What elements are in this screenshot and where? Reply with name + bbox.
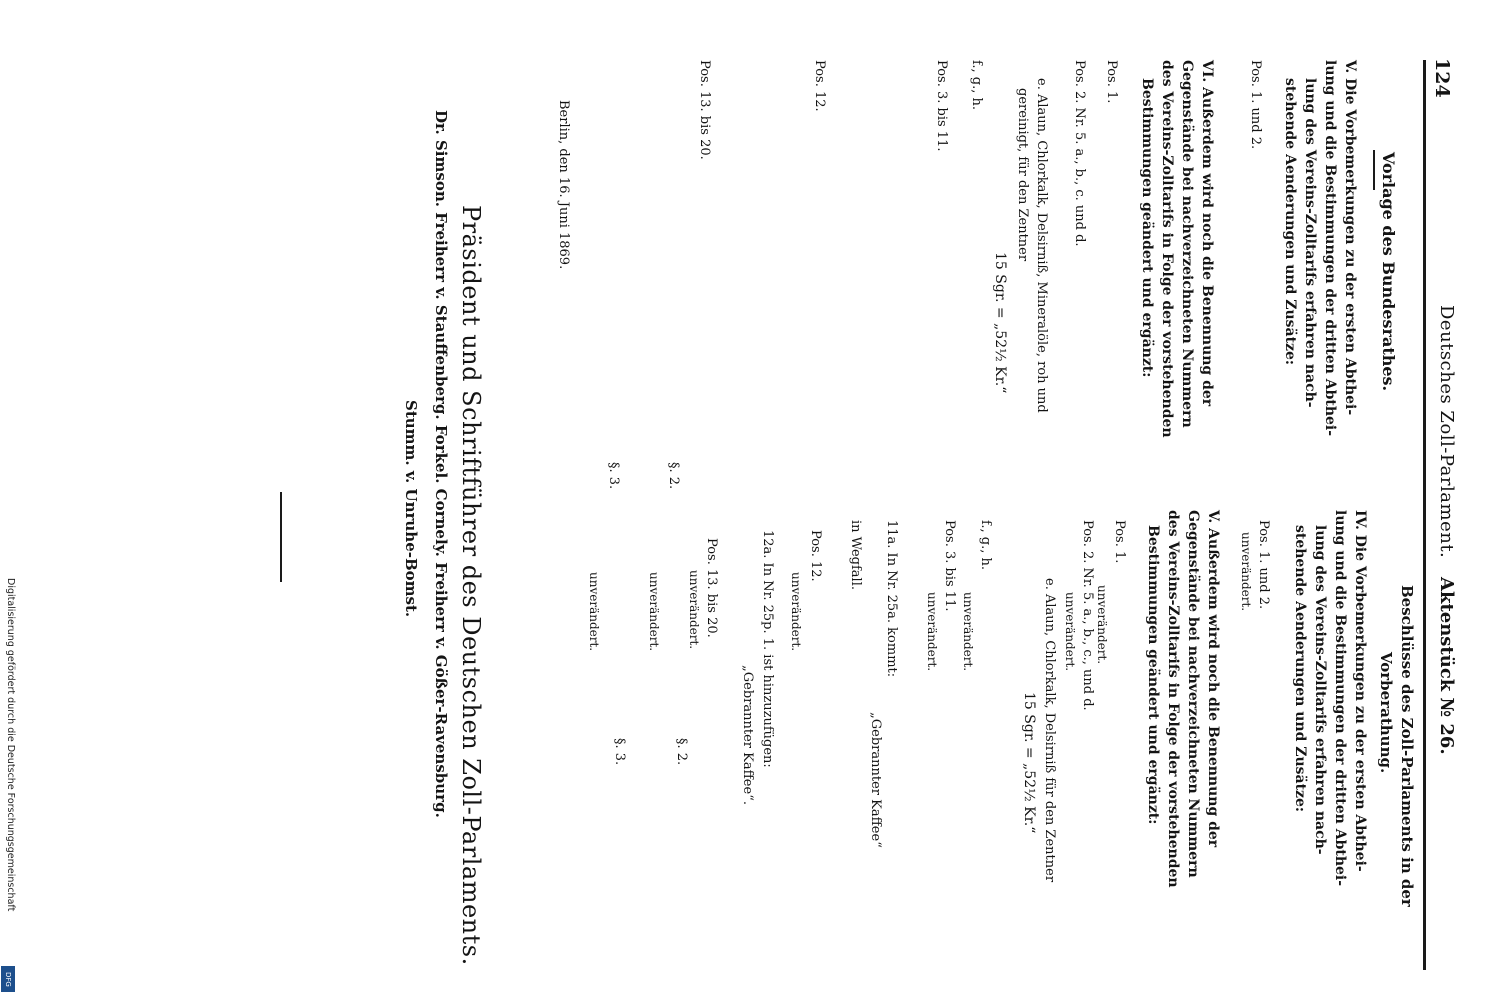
right-pos-13-20: Pos. 13. bis 20. — [704, 538, 719, 638]
left-section-v-line-3: lung des Vereins-Zolltarifs erfahren nach- — [1302, 78, 1318, 408]
left-section-vi-line-1: VI. Außerdem wird noch die Benennung der — [1199, 60, 1215, 407]
running-title: Deutsches Zoll-Parlament. — [1436, 305, 1457, 559]
left-pos-1-2: Pos. 1. und 2. — [1248, 60, 1263, 150]
right-pos-2: Pos. 2. Nr. 5. a., b., c., und d. — [1080, 520, 1095, 711]
left-price: 15 Sgr. = „52½ Kr.“ — [992, 252, 1008, 394]
right-in-wegfall: in Wegfall. — [848, 520, 863, 590]
date-line: Berlin, den 16. Juni 1869. — [556, 100, 571, 270]
right-item-11a: 11a. In Nr. 25a. kommt: — [884, 520, 899, 678]
left-pos-1: Pos. 1. — [1104, 60, 1119, 104]
right-paragraph-3-unchanged: unverändert. — [587, 572, 601, 652]
right-pos-12-unchanged: unverändert. — [789, 572, 803, 652]
dfg-logo: DFG — [1, 966, 15, 992]
right-pos-13-20-unchanged: unverändert. — [687, 570, 701, 650]
right-pos-3-11: Pos. 3. bis 11. — [942, 520, 957, 612]
signature-line-1: Dr. Simson. Freiherr v. Stauffenberg. Forkel. Cornely. Freiherr v. Gößer-Ravensburg. — [432, 110, 450, 818]
header-rule — [1423, 60, 1426, 970]
right-section-v-line-2: Gegenstände bei nachverzeichneten Nummern — [1185, 510, 1201, 878]
left-paragraph-2: §. 2. — [666, 462, 681, 490]
right-f-g-h: f., g., h. — [978, 520, 993, 570]
right-pos-1-2: Pos. 1. und 2. — [1256, 520, 1271, 610]
right-pos-1-unchanged: unverändert. — [1095, 585, 1109, 665]
right-f-g-h-unchanged: unverändert. — [961, 592, 975, 672]
right-paragraph-2-unchanged: unverändert. — [647, 572, 661, 652]
left-section-vi-line-4: Bestimmungen geändert und ergänzt: — [1139, 78, 1155, 378]
right-price: 15 Sgr. = „52½ Kr.“ — [1021, 692, 1037, 834]
left-paragraph-3: §. 3. — [606, 462, 621, 490]
left-section-vi-line-2: Gegenstände bei nachverzeichneten Nummern — [1179, 60, 1195, 428]
right-pos-1-2-unchanged: unverändert. — [1239, 532, 1253, 612]
left-section-v-line-4: stehende Aenderungen und Zusätze: — [1282, 78, 1298, 366]
left-section-v-line-2: lung und die Bestimmungen der dritten Abthei- — [1322, 60, 1338, 437]
left-pos-2: Pos. 2. Nr. 5. a., b., c. und d. — [1072, 60, 1087, 247]
right-section-iv-line-4: stehende Aenderungen und Zusätze: — [1292, 525, 1308, 813]
left-item-e-line-2: gereinigt, für den Zentner — [1015, 88, 1030, 262]
right-pos-2-unchanged: unverändert. — [1063, 592, 1077, 672]
right-paragraph-3: §. 3. — [612, 738, 627, 766]
annex-number: Aktenstück № 26. — [1436, 577, 1457, 755]
left-pos-12: Pos. 12. — [812, 60, 827, 112]
right-heading-line-1: Beschlüsse des Zoll-Parlaments in der — [1398, 585, 1416, 907]
right-gebrannter-kaffee-1: „Gebrannter Kaffee“ — [868, 712, 883, 848]
right-section-iv-line-2: lung und die Bestimmungen der dritten Abthei- — [1332, 510, 1348, 887]
page-number: 124 — [1431, 58, 1453, 98]
right-pos-1: Pos. 1. — [1112, 520, 1127, 564]
right-item-e: e. Alaun, Chlorkalk, Delsirniß für den Zentner — [1042, 578, 1057, 883]
left-column-heading: Vorlage des Bundesrathes. — [1379, 152, 1398, 392]
right-pos-12: Pos. 12. — [808, 530, 823, 582]
digitization-note: Digitalisierung gefördert durch die Deutsche Forschungsgemeinschaft — [5, 578, 16, 912]
right-section-iv-line-1: IV. Die Vorbemerkungen zu der ersten Abthei- — [1352, 510, 1368, 872]
left-pos-13-20: Pos. 13. bis 20. — [697, 60, 712, 160]
right-pos-3-11-unchanged: unverändert. — [925, 592, 939, 672]
right-section-v-line-1: V. Außerdem wird noch die Benennung der — [1205, 510, 1221, 848]
right-heading-line-2: Vorberathung. — [1377, 652, 1395, 774]
right-section-v-line-3: des Vereins-Zolltarifs in Folge der vorstehenden — [1165, 510, 1181, 888]
right-section-v-line-4: Bestimmungen geändert und ergänzt: — [1145, 525, 1161, 825]
right-item-12a: 12a. In Nr. 25p. 1. ist hinzuzufügen: — [760, 530, 775, 768]
signature-line-2: Stumm. v. Unruhe-Bomst. — [402, 400, 420, 618]
left-section-vi-line-3: des Vereins-Zolltarifs in Folge der vorstehenden — [1159, 60, 1175, 438]
left-section-v-line-1: V. Die Vorbemerkungen zu der ersten Abthei- — [1342, 60, 1358, 416]
heading-underline — [1373, 150, 1375, 190]
right-gebrannter-kaffee-2: „Gebrannter Kaffee“. — [740, 665, 755, 805]
separator-rule — [280, 492, 282, 582]
right-section-iv-line-3: lung des Vereins-Zolltarifs erfahren nach- — [1312, 525, 1328, 855]
left-pos-3-11: Pos. 3. bis 11. — [934, 60, 949, 152]
right-paragraph-2: §. 2. — [674, 738, 689, 766]
signature-title: Präsident und Schriftführer des Deutschen Zoll-Parlaments. — [457, 205, 485, 966]
left-f-g-h: f., g., h. — [969, 60, 984, 110]
left-item-e-line-1: e. Alaun, Chlorkalk, Delsirniß, Mineralöle, roh und — [1034, 78, 1049, 413]
